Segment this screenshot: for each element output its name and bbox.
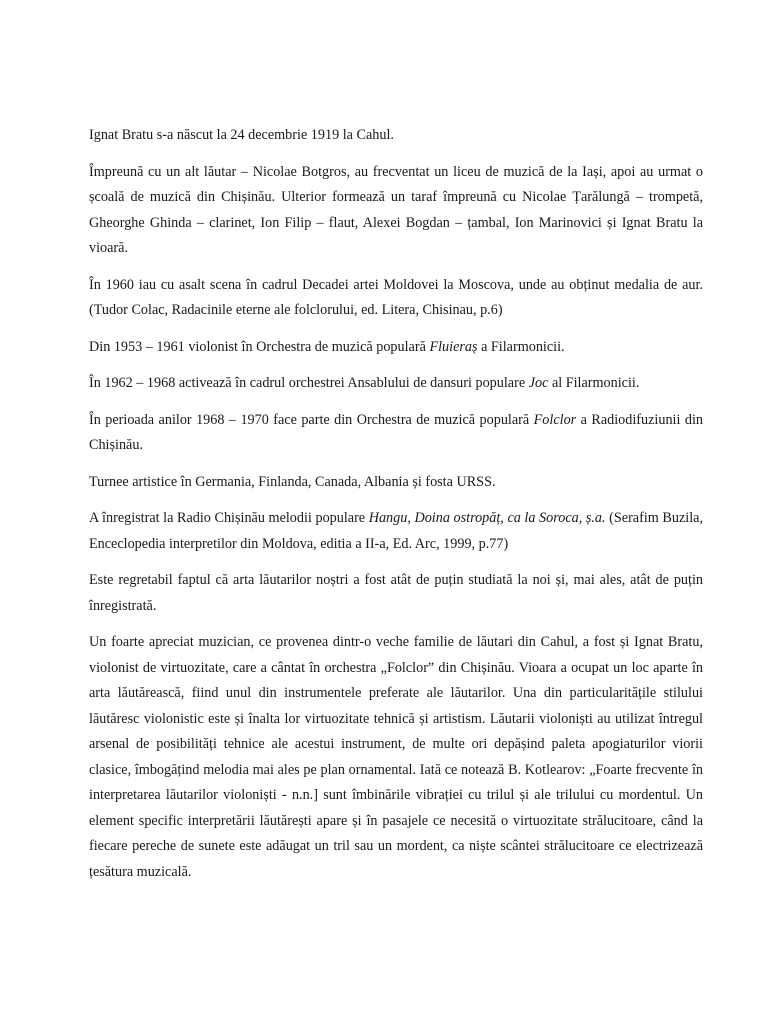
paragraph-joc-text: În 1962 – 1968 activează în cadrul orchestrei Ansablului de dansuri populare bbox=[89, 375, 529, 391]
paragraph-folclor-text: În perioada anilor 1968 – 1970 face parte din Orchestra de muzică populară bbox=[89, 411, 534, 428]
paragraph-joc-end: al Filarmonicii. bbox=[548, 375, 640, 391]
paragraph-fluieras-end: a Filarmonicii. bbox=[477, 338, 565, 355]
paragraph-virtuosity: Un foarte apreciat muzician, ce provenea dintr-o veche familie de lăutari din Cahul, a fost și Ignat Bratu, violonist de virtuozitate, care a cântat în orchestra „Folclor” din Chișinău. Vioara a ocupat un loc aparte în arta lăutărească, fiind unul din instrumentele preferate ale lăutarilor. Una din particularitățile stilului lăutăresc violonistic este și înalta lor virtuozitate tehnică și artistism. Lăutarii violoniști au utilizat întregul arsenal de posibilități tehnice ale acestui instrument, de multe ori depășind paleta apogiaturilor viorii clasice, îmbogățind melodia mai ales pe plan ornamental. Iată ce notează B. Kotlearov: „Foarte frecvente în interpretarea lăutarilor violoniști - n.n.] sunt îmbinările vibrației cu trilul și ale trilului cu mordentul. Un element specific interpretării lăutărești apare și în pasajele ce necesită o virtuozitate strălucitoare, când la fiecare pereche de sunete este adăugat un tril sau un mordent, ca niște scântei strălucitoare ce electrizează țesătura muzicală. bbox=[89, 634, 703, 880]
paragraph-folclor bbox=[89, 408, 703, 459]
paragraph-recordings-citation: (Serafim Buzila, Enceclopedia interpretilor din Moldova, editia a II-a, Ed. Arc, 1999, p.77) bbox=[89, 510, 703, 552]
paragraph-recordings-text: A înregistrat la Radio Chișinău melodii populare bbox=[89, 510, 369, 526]
ensemble-name-joc: Joc bbox=[528, 375, 549, 391]
orchestra-name-fluieras: Fluieraș bbox=[429, 338, 478, 355]
paragraph-recordings bbox=[89, 506, 703, 557]
song-titles: Hangu, Doina ostropăț, ca la Soroca, ș.a. bbox=[368, 510, 606, 526]
document-page bbox=[89, 123, 703, 896]
paragraph-tours: Turnee artistice în Germania, Finlanda, Canada, Albania și fosta URSS. bbox=[89, 473, 496, 490]
paragraph-folclor-end: a Radiodifuziunii din Chișinău. bbox=[89, 411, 704, 453]
paragraph-education: Împreună cu un alt lăutar – Nicolae Botgros, au frecventat un liceu de muzică de la Iași, apoi au urmat o școală de muzică din Chișinău. Ulterior formează un taraf împreună cu Nicolae Țarălungă – trompetă, Gheorghe Ghinda – clarinet, Ion Filip – flaut, Alexei Bogdan – țambal, Ion Marinovici și Ignat Bratu la vioară. bbox=[89, 163, 703, 256]
paragraph-regret: Este regretabil faptul că arta lăutarilor noștri a fost atât de puțin studiată la noi și, mai ales, atât de puțin înregistrată. bbox=[89, 572, 703, 614]
paragraph-birth: Ignat Bratu s-a născut la 24 decembrie 1919 la Cahul. bbox=[89, 127, 394, 143]
paragraph-joc bbox=[89, 371, 703, 397]
paragraph-fluieras bbox=[89, 335, 703, 361]
paragraph-fluieras-text: Din 1953 – 1961 violonist în Orchestra de muzică populară bbox=[89, 338, 430, 355]
paragraph-moscow-decade: În 1960 iau cu asalt scena în cadrul Decadei artei Moldovei la Moscova, unde au obținut medalia de aur. (Tudor Colac, Radacinile eterne ale folclorului, ed. Litera, Chisinau, p.6) bbox=[89, 276, 703, 318]
orchestra-name-folclor: Folclor bbox=[533, 411, 577, 428]
